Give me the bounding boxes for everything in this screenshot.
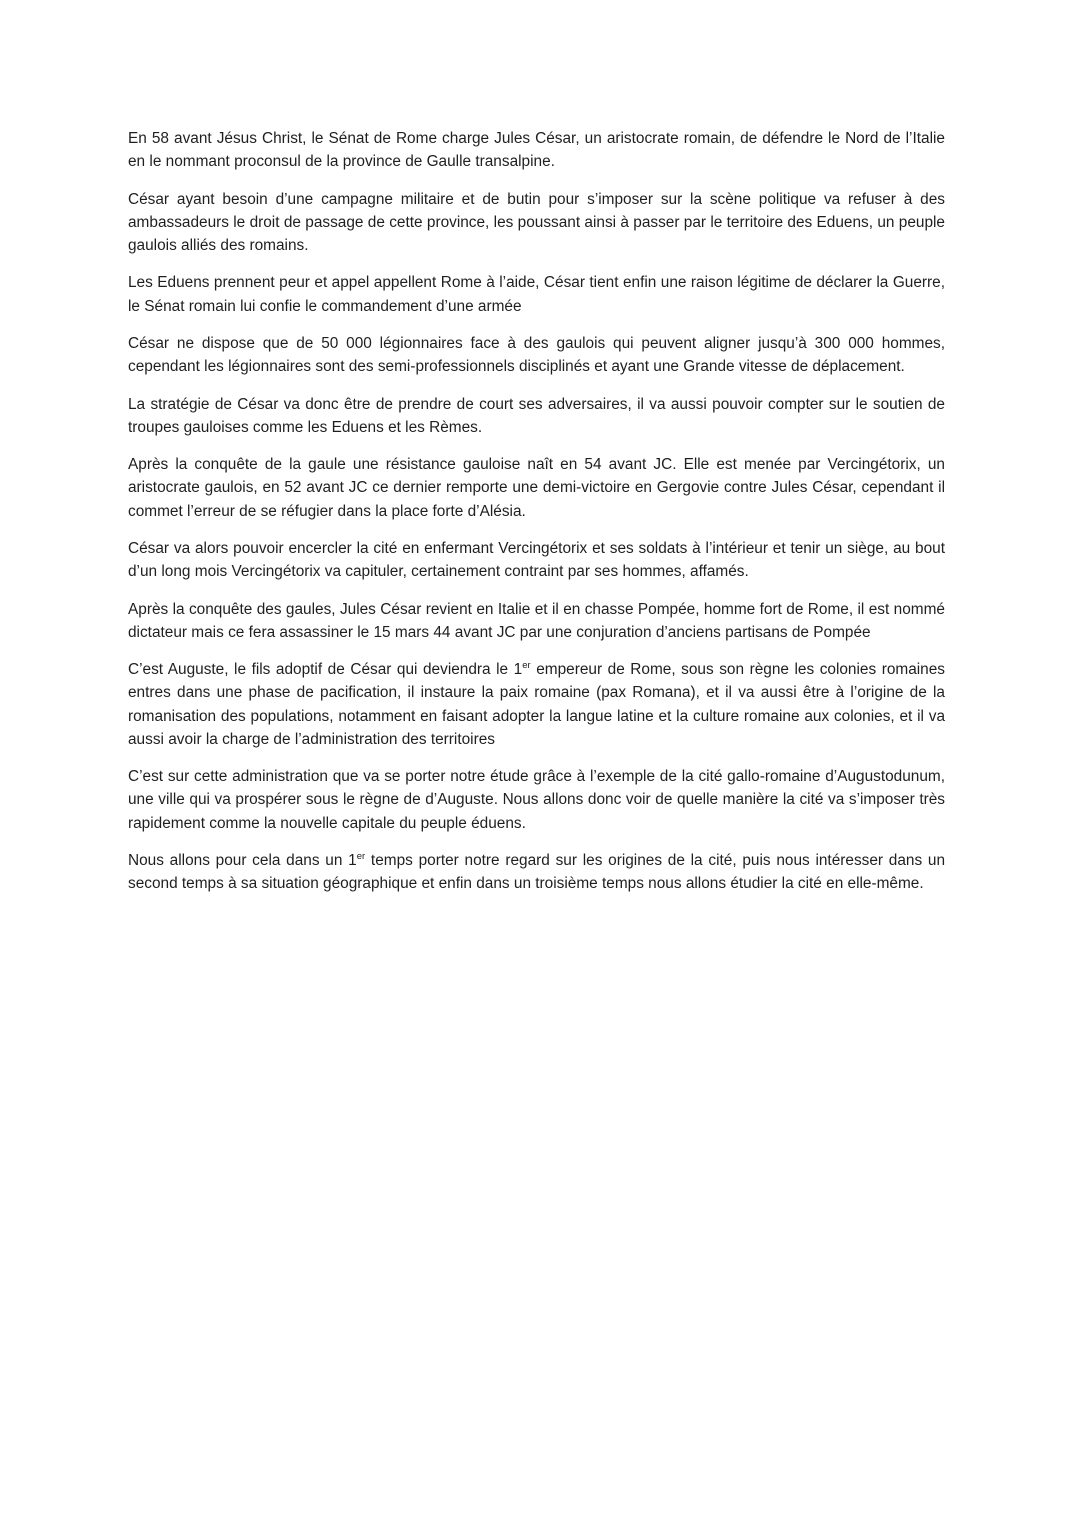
- text-segment: empereur de Rome, sous son règne les colonies romaines entres dans une phase de pacification, il instaure la paix romaine (pax Romana), et il va aussi être à l’origine de la romanisation des populations, notamment en faisant adopter la langue latine et la culture romaine aux colonies, et il va aussi avoir la charge de l’administration des territoires: [128, 661, 946, 748]
- paragraph-11: [128, 849, 945, 895]
- text-segment: C’est sur cette administration que va se porter notre étude grâce à l’exemple de la cité gallo-romaine d’Augustodunum, une ville qui va prospérer sous le règne de d’Auguste. Nous allons donc voir de quelle manière la cité va s’imposer très rapidement comme la nouvelle capitale du peuple éduens.: [128, 768, 945, 832]
- text-segment: La stratégie de César va donc être de prendre de court ses adversaires, il va aussi pouvoir compter sur le soutien de troupes gauloises comme les Eduens et les Rèmes.: [128, 395, 945, 436]
- paragraph-5: [128, 393, 945, 439]
- superscript: er: [522, 660, 531, 672]
- superscript: er: [356, 850, 366, 862]
- paragraph-6: [128, 453, 945, 523]
- text-segment: César ayant besoin d’une campagne militaire et de butin pour s’imposer sur la scène politique va refuser à des ambassadeurs le droit de passage de cette province, les poussant ainsi à passer par le territoire des Eduens, un peuple gaulois alliés des romains.: [128, 190, 945, 254]
- text-segment: Après la conquête de la gaule une résistance gauloise naît en 54 avant JC. Elle est menée par Vercingétorix, un aristocrate gaulois, en 52 avant JC ce dernier remporte une demi-victoire en Gergovie contre Jules César, cependant il commet l’erreur de se réfugier dans la place forte d’Alésia.: [128, 456, 945, 520]
- text-segment: Après la conquête des gaules, Jules César revient en Italie et il en chasse Pompée, homme fort de Rome, il est nommé dictateur mais ce fera assassiner le 15 mars 44 avant JC par une conjuration d’anciens partisans de Pompée: [128, 600, 945, 641]
- paragraph-2: [128, 188, 945, 258]
- paragraph-1: [128, 127, 945, 173]
- text-segment: César va alors pouvoir encercler la cité en enfermant Vercingétorix et ses soldats à l’intérieur et tenir un siège, au bout d’un long mois Vercingétorix va capituler, certainement contraint par ses hommes, affamés.: [128, 539, 945, 581]
- text-segment: C’est Auguste, le fils adoptif de César qui deviendra le 1: [128, 661, 523, 679]
- paragraph-7: [128, 537, 945, 583]
- paragraph-4: [128, 332, 945, 378]
- paragraph-10: [128, 765, 945, 835]
- document-body: [128, 127, 945, 910]
- text-segment: Les Eduens prennent peur et appel appellent Rome à l’aide, César tient enfin une raison légitime de déclarer la Guerre, le Sénat romain lui confie le commandement d’une armée: [128, 274, 945, 315]
- paragraph-9: [128, 658, 945, 751]
- paragraph-8: [128, 598, 945, 644]
- text-segment: César ne dispose que de 50 000 légionnaires face à des gaulois qui peuvent aligner jusqu’à 300 000 hommes, cependant les légionnaires sont des semi-professionnels disciplinés et ayant une Grande vitesse de déplacement.: [128, 334, 945, 376]
- text-segment: En 58 avant Jésus Christ, le Sénat de Rome charge Jules César, un aristocrate romain, de défendre le Nord de l’Italie en le nommant proconsul de la province de Gaulle transalpine.: [128, 130, 945, 171]
- paragraph-3: [128, 271, 945, 317]
- text-segment: Nous allons pour cela dans un 1: [128, 851, 357, 869]
- text-segment: temps porter notre regard sur les origines de la cité, puis nous intéresser dans un second temps à sa situation géographique et enfin dans un troisième temps nous allons étudier la cité en elle-même.: [128, 851, 946, 893]
